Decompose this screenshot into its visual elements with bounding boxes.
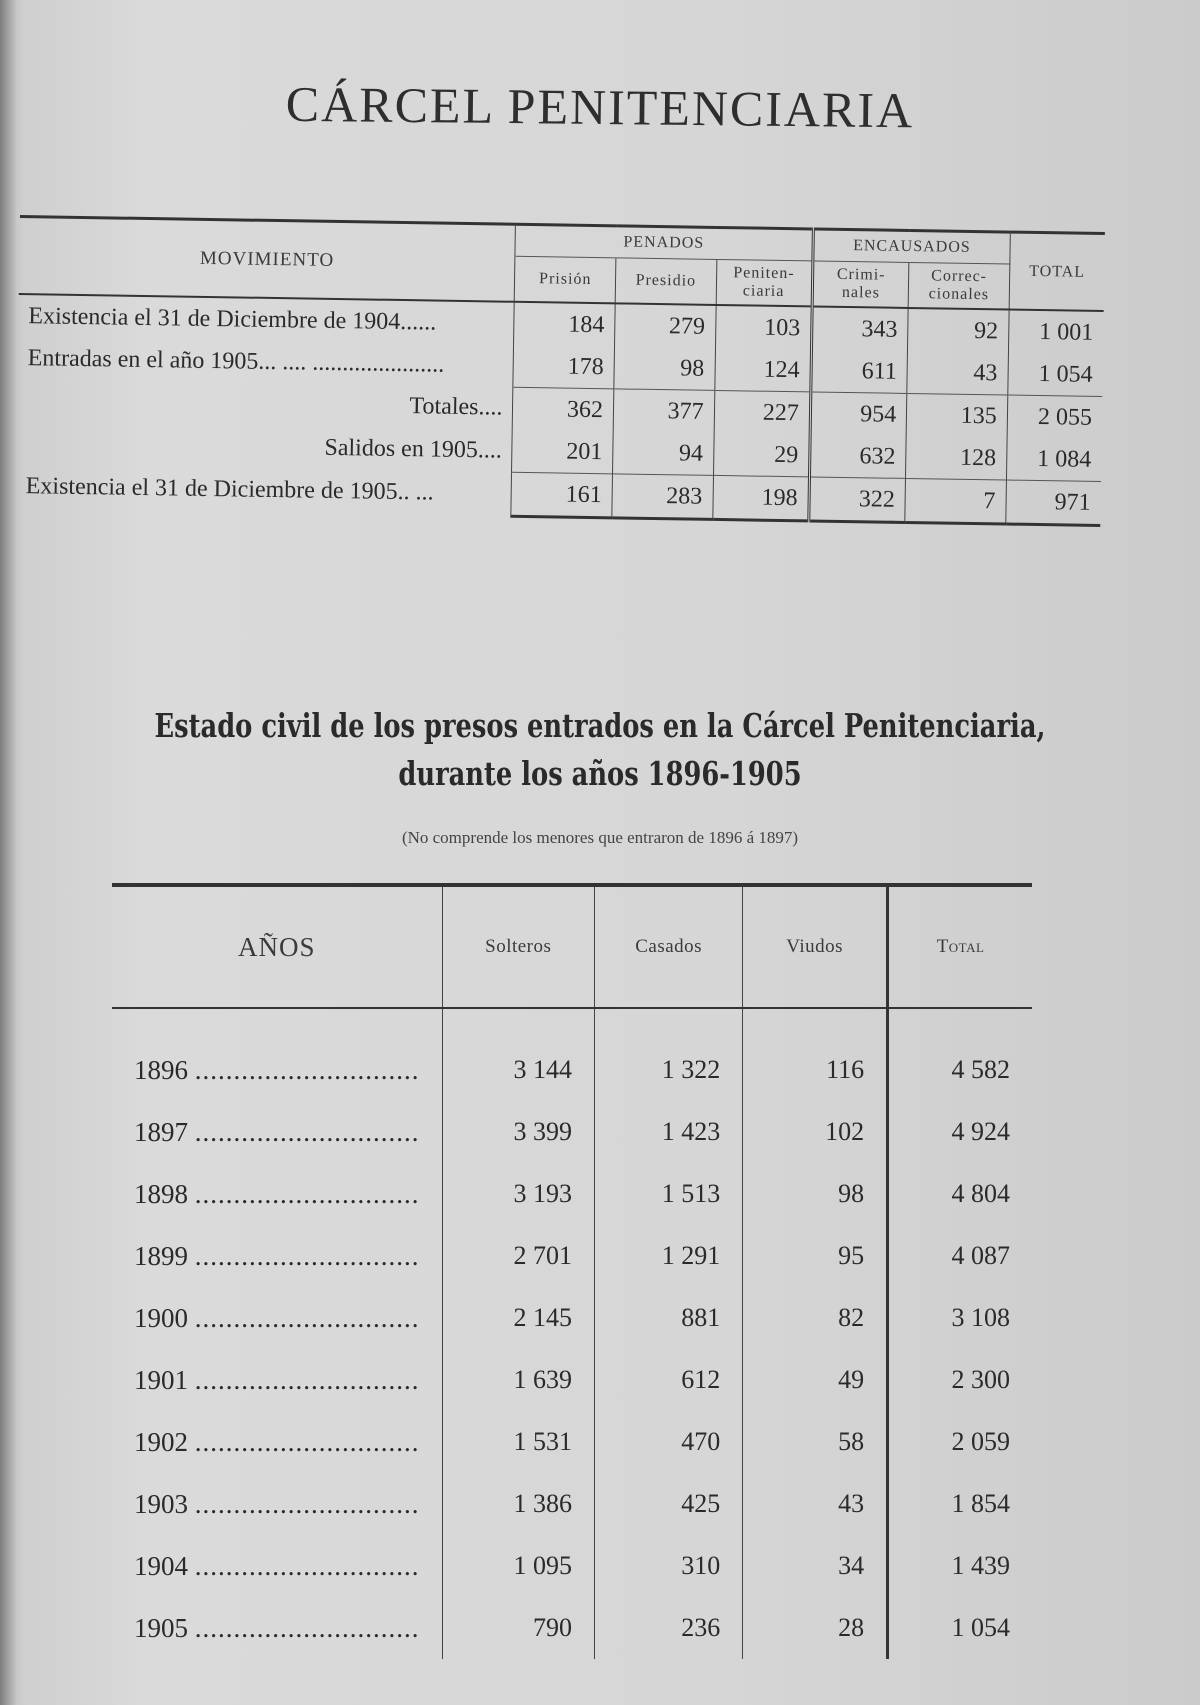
table-row — [112, 1535, 1032, 1597]
subtitle-line-2: durante los años 1896-1905 — [398, 754, 802, 793]
cell-total: 1 054 — [888, 1597, 1032, 1659]
row-label: Entradas en el año 1905... .... ...................... — [27, 344, 445, 378]
table-row — [112, 1411, 1032, 1473]
cell-total: 3 108 — [888, 1287, 1032, 1349]
table-row — [112, 1473, 1032, 1535]
cell-total: 2 300 — [888, 1349, 1032, 1411]
subtitle-line-1: Estado civil de los presos entrados en la Cárcel Penitenciaria, — [154, 706, 1046, 745]
table-row — [112, 1597, 1032, 1659]
civil-table-container — [112, 883, 1032, 1659]
year-cell — [112, 1411, 442, 1473]
cell-viudos: 28 — [743, 1597, 888, 1659]
cell-presidio: 377 — [613, 389, 714, 433]
cell-total: 1 439 — [888, 1535, 1032, 1597]
table-row — [112, 1008, 1032, 1101]
header-criminales: Crimi-nales — [812, 261, 909, 308]
cell-presidio: 98 — [614, 346, 715, 390]
cell-prision: 201 — [512, 430, 613, 474]
header-total: Total — [888, 885, 1032, 1008]
cell-criminales: 322 — [809, 477, 906, 523]
row-label: Salidos en 1905.... — [324, 434, 503, 464]
cell-viudos: 34 — [743, 1535, 888, 1597]
book-spine — [0, 0, 16, 1705]
cell-viudos: 116 — [743, 1008, 888, 1101]
year-label: 1896 — [134, 1054, 188, 1085]
year-label: 1900 — [134, 1302, 188, 1333]
year-label: 1903 — [134, 1488, 188, 1519]
cell-penitenciaria: 227 — [714, 390, 811, 434]
year-label: 1902 — [134, 1426, 188, 1457]
row-label: Existencia el 31 de Diciembre de 1904...... — [28, 302, 437, 336]
cell-total: 971 — [1006, 480, 1101, 525]
cell-total: 4 804 — [888, 1163, 1032, 1225]
header-anos: AÑOS — [112, 885, 442, 1008]
cell-presidio: 94 — [613, 431, 714, 475]
year-label: 1898 — [134, 1178, 188, 1209]
table-row — [112, 1349, 1032, 1411]
cell-criminales: 343 — [811, 306, 908, 351]
cell-correccionales: 7 — [905, 478, 1006, 524]
cell-penitenciaria: 103 — [715, 305, 812, 350]
cell-casados: 310 — [595, 1535, 743, 1597]
row-label: Existencia el 31 de Diciembre de 1905.. ... — [25, 473, 434, 506]
cell-total: 2 059 — [888, 1411, 1032, 1473]
header-encausados: ENCAUSADOS — [813, 229, 1010, 264]
cell-criminales: 611 — [811, 349, 908, 393]
cell-prision: 362 — [513, 387, 614, 431]
year-label: 1901 — [134, 1364, 188, 1395]
year-cell — [112, 1101, 442, 1163]
year-label: 1904 — [134, 1550, 188, 1581]
cell-solteros: 1 531 — [442, 1411, 595, 1473]
year-cell — [112, 1163, 442, 1225]
cell-viudos: 95 — [743, 1225, 888, 1287]
cell-solteros: 1 639 — [442, 1349, 595, 1411]
cell-casados: 1 291 — [595, 1225, 743, 1287]
cell-solteros: 2 145 — [442, 1287, 595, 1349]
civil-status-table — [112, 883, 1032, 1659]
table-row — [112, 1287, 1032, 1349]
cell-casados: 425 — [595, 1473, 743, 1535]
cell-prision: 184 — [514, 302, 615, 347]
cell-criminales: 632 — [809, 434, 906, 478]
cell-solteros: 790 — [442, 1597, 595, 1659]
footnote: (No comprende los menores que entraron de 1896 á 1897) — [401, 828, 799, 847]
cell-casados: 612 — [595, 1349, 743, 1411]
cell-casados: 1 423 — [595, 1101, 743, 1163]
header-viudos: Viudos — [743, 885, 888, 1008]
cell-casados: 236 — [595, 1597, 743, 1659]
page-title: CÁRCEL PENITENCIARIA — [285, 75, 915, 139]
cell-criminales: 954 — [810, 392, 907, 436]
year-cell — [112, 1349, 442, 1411]
movement-table — [15, 215, 1104, 527]
cell-total: 1 854 — [888, 1473, 1032, 1535]
table-row — [112, 1163, 1032, 1225]
leader-dots: ............................. — [194, 1612, 420, 1643]
year-cell — [112, 1473, 442, 1535]
leader-dots: ............................. — [194, 1364, 420, 1395]
cell-casados: 881 — [595, 1287, 743, 1349]
year-cell — [112, 1287, 442, 1349]
cell-solteros: 3 399 — [442, 1101, 595, 1163]
cell-correccionales: 92 — [908, 308, 1009, 353]
cell-viudos: 58 — [743, 1411, 888, 1473]
cell-presidio: 279 — [615, 303, 716, 348]
year-cell — [112, 1535, 442, 1597]
cell-presidio: 283 — [612, 474, 713, 520]
cell-viudos: 98 — [743, 1163, 888, 1225]
cell-total: 1 054 — [1008, 353, 1103, 397]
year-cell — [112, 1597, 442, 1659]
cell-total: 4 582 — [888, 1008, 1032, 1101]
cell-casados: 1 513 — [595, 1163, 743, 1225]
header-penados: PENADOS — [515, 224, 813, 261]
header-casados: Casados — [595, 885, 743, 1008]
cell-casados: 470 — [595, 1411, 743, 1473]
cell-correccionales: 135 — [906, 393, 1007, 437]
cell-correccionales: 128 — [906, 436, 1007, 480]
leader-dots: ............................. — [194, 1488, 420, 1519]
year-cell — [112, 1008, 442, 1101]
cell-viudos: 49 — [743, 1349, 888, 1411]
cell-casados: 1 322 — [595, 1008, 743, 1101]
cell-prision: 161 — [511, 472, 612, 518]
header-penitenciaria: Peniten-ciaria — [716, 259, 813, 306]
header-total: TOTAL — [1009, 232, 1105, 311]
leader-dots: ............................. — [194, 1054, 420, 1085]
header-solteros: Solteros — [442, 885, 595, 1008]
leader-dots: ............................. — [194, 1426, 420, 1457]
cell-solteros: 3 144 — [442, 1008, 595, 1101]
cell-viudos: 43 — [743, 1473, 888, 1535]
cell-solteros: 3 193 — [442, 1163, 595, 1225]
year-cell — [112, 1225, 442, 1287]
section-subtitle — [132, 702, 1068, 798]
leader-dots: ............................. — [194, 1240, 420, 1271]
cell-total: 1 001 — [1008, 310, 1103, 354]
leader-dots: ............................. — [194, 1116, 420, 1147]
cell-penitenciaria: 124 — [714, 348, 811, 392]
leader-dots: ............................. — [194, 1302, 420, 1333]
year-label: 1897 — [134, 1116, 188, 1147]
cell-viudos: 82 — [743, 1287, 888, 1349]
header-prision: Prisión — [515, 256, 616, 303]
leader-dots: ............................. — [194, 1178, 420, 1209]
cell-total: 4 924 — [888, 1101, 1032, 1163]
header-correccionales: Correc-cionales — [908, 262, 1009, 309]
header-movimiento: MOVIMIENTO — [19, 216, 516, 301]
cell-penitenciaria: 29 — [713, 433, 810, 477]
cell-total: 4 087 — [888, 1225, 1032, 1287]
cell-correccionales: 43 — [907, 351, 1008, 395]
cell-total: 2 055 — [1007, 395, 1102, 439]
row-label: Totales.... — [409, 393, 503, 421]
year-label: 1899 — [134, 1240, 188, 1271]
movement-table-container — [15, 215, 1109, 527]
leader-dots: ............................. — [194, 1550, 420, 1581]
header-presidio: Presidio — [615, 258, 716, 305]
cell-solteros: 2 701 — [442, 1225, 595, 1287]
cell-prision: 178 — [513, 345, 614, 389]
cell-solteros: 1 095 — [442, 1535, 595, 1597]
cell-total: 1 084 — [1006, 438, 1101, 482]
cell-penitenciaria: 198 — [712, 475, 809, 521]
cell-viudos: 102 — [743, 1101, 888, 1163]
table-row — [112, 1225, 1032, 1287]
year-label: 1905 — [134, 1612, 188, 1643]
cell-solteros: 1 386 — [442, 1473, 595, 1535]
table-row — [112, 1101, 1032, 1163]
